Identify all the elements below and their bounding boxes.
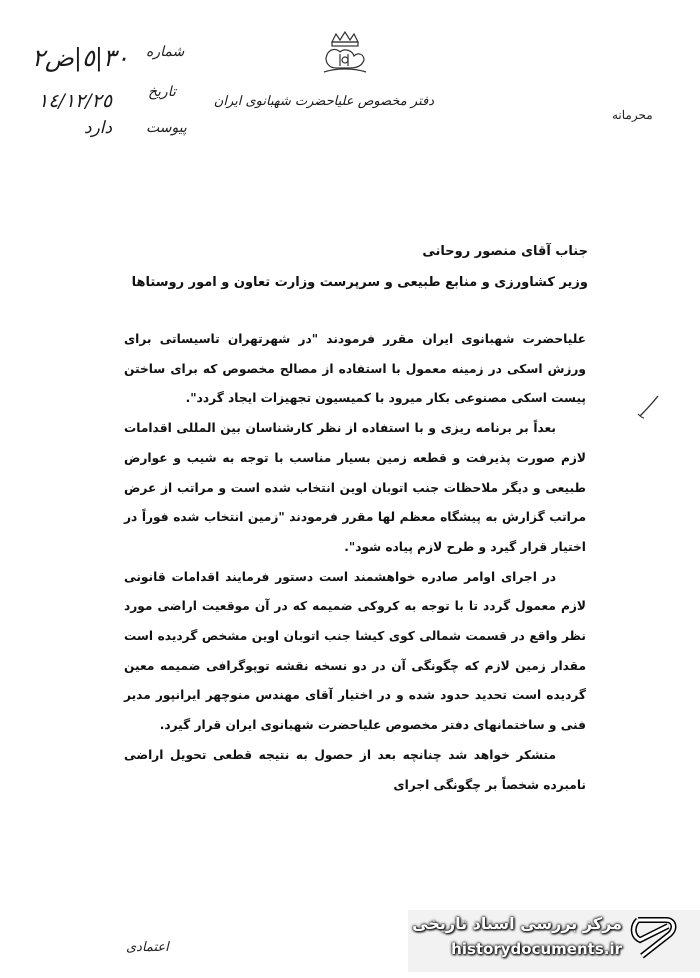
label-date: تاریخ xyxy=(148,84,176,100)
body-paragraph-3: در اجرای اوامر صادره خواهشمند است دستور فرمایند اقدامات قانونی لازم معمول گردد تا با توجه به کروکی ضمیمه که در آن موقعیت اراضی مورد نظر واقع در قسمت شمالی کوی کیشا جنب اتوبان اوین مشخص گردیده است مقدار زمین لازم که چگونگی آن در دو نسخه نقشه توپوگرافی ضمیمه معین گردیده است تحدید حدود شده و در اختیار آقای مهندس منوچهر ایرانپور مدیر فنی و ساختمانهای دفتر مخصوص علیاحضرت شهبانوی ایران قرار گیرد. xyxy=(124,569,586,733)
letter-body xyxy=(124,325,586,800)
scroll-logo-icon xyxy=(628,912,682,964)
office-letterhead: دفتر مخصوص علیاحضرت شهبانوی ایران xyxy=(213,94,434,109)
letter-date: ١٤/١٢/٢٥ xyxy=(38,90,113,112)
label-number: شماره xyxy=(146,44,185,60)
confidential-stamp: محرمانه xyxy=(612,108,653,122)
watermark-title: مرکز بررسی اسناد تاریخی xyxy=(412,914,622,933)
check-mark-icon xyxy=(634,392,664,422)
signature: اعتمادی xyxy=(126,940,169,955)
body-paragraph-1: علیاحضرت شهبانوی ایران مقرر فرمودند "در شهرتهران تاسیساتی برای ورزش اسکی در زمینه معمول با استفاده از مصالح مخصوص که برای ساختن پیست اسکی مصنوعی بکار میرود با کمیسیون تجهیزات ایجاد گردد". xyxy=(124,332,586,406)
attachment-value: دارد xyxy=(84,118,113,138)
addressee-title: وزیر کشاورزی و منابع طبیعی و سرپرست وزارت تعاون و امور روستاها xyxy=(131,275,588,290)
lion-crown-emblem-icon xyxy=(318,28,372,78)
watermark-url: historydocuments.ir xyxy=(451,940,622,958)
body-paragraph-4: متشکر خواهد شد چنانچه بعد از حصول به نتیجه قطعی تحویل اراضی نامبرده شخصاً بر چگونگی اجرای xyxy=(124,747,586,792)
letter-number: ٣٠|٥|ض٢ xyxy=(32,44,129,72)
label-attachment: پیوست xyxy=(146,120,187,136)
body-paragraph-2: بعداً بر برنامه ریزی و با استفاده از نظر کارشناسان بین المللی اقدامات لازم صورت پذیرفت و قطعه زمین بسیار مناسب با توجه به شیب و عوارض طبیعی و دیگر ملاحظات جنب اتوبان اوین انتخاب شده است و مراتب از عرض مراتب گزارش به پیشگاه معظم لها مقرر فرمودند "زمین انتخاب شده فوراً در اختیار قرار گیرد و طرح لازم پیاده شود". xyxy=(124,421,586,554)
addressee-name: جناب آقای منصور روحانی xyxy=(422,244,588,259)
